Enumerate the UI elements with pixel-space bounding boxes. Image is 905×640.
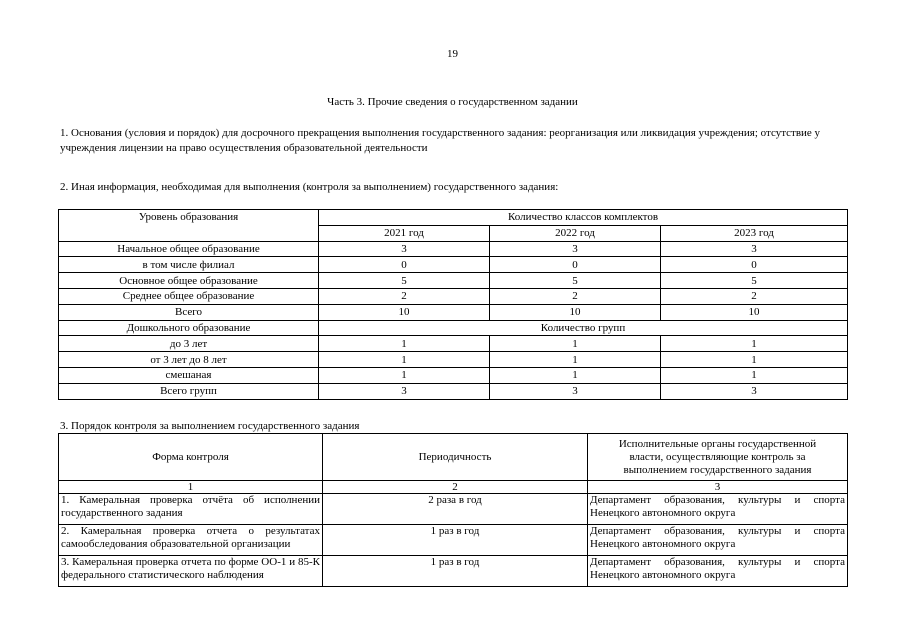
cell-value: 2 (490, 288, 661, 304)
table-row (59, 494, 848, 525)
cell-value: 5 (490, 273, 661, 289)
table-header-row (59, 210, 848, 226)
control-form: 2. Камеральная проверка отчета о результатах самообследования образовательной организации (59, 525, 323, 556)
cell-value: 0 (490, 257, 661, 273)
column-header-authority: Исполнительные органы государственной власти, осуществляющие контроль за выполнением государственного задания (588, 434, 848, 481)
table-row (59, 367, 848, 383)
cell-value: 10 (661, 304, 848, 320)
table-row (59, 273, 848, 289)
year-header: 2023 год (661, 225, 848, 241)
control-period: 1 раз в год (323, 525, 588, 556)
cell-value: 10 (319, 304, 490, 320)
table-row (59, 352, 848, 368)
table-row (59, 257, 848, 273)
year-header: 2021 год (319, 225, 490, 241)
column-header-level: Уровень образования (59, 210, 319, 242)
row-label: от 3 лет до 8 лет (59, 352, 319, 368)
preschool-label: Дошкольного образование (59, 320, 319, 336)
column-header-classes: Количество классов комплектов (319, 210, 848, 226)
control-form: 1. Камеральная проверка отчёта об исполнении государственного задания (59, 494, 323, 525)
cell-value: 1 (490, 352, 661, 368)
cell-value: 10 (490, 304, 661, 320)
control-period: 2 раза в год (323, 494, 588, 525)
part-title: Часть 3. Прочие сведения о государственном задании (327, 96, 578, 108)
cell-value: 1 (319, 336, 490, 352)
cell-value: 3 (661, 383, 848, 399)
cell-value: 3 (319, 241, 490, 257)
cell-value: 0 (661, 257, 848, 273)
section1-paragraph: 1. Основания (условия и порядок) для досрочного прекращения выполнения государственного задания: реорганизация или ликвидация учреждения; отсутствие у учреждения лицензии на право осуществления образовательной деятельности (60, 127, 821, 154)
table-row (59, 288, 848, 304)
table-header-row (59, 434, 848, 481)
cell-value: 3 (661, 241, 848, 257)
row-label: Среднее общее образование (59, 288, 319, 304)
cell-value: 3 (490, 241, 661, 257)
row-label: Начальное общее образование (59, 241, 319, 257)
section3-heading: 3. Порядок контроля за выполнением государственного задания (60, 420, 360, 432)
table-row (59, 556, 848, 587)
control-authority: Департамент образования, культуры и спорта Ненецкого автономного округа (588, 525, 848, 556)
row-label: в том числе филиал (59, 257, 319, 273)
cell-value: 1 (490, 367, 661, 383)
control-form: 3. Камеральная проверка отчета по форме ОО-1 и 85-К федерального статистического наблюдения (59, 556, 323, 587)
education-levels-table (58, 209, 848, 400)
section2-heading: 2. Иная информация, необходимая для выполнения (контроля за выполнением) государственного задания: (60, 181, 559, 193)
row-label: до 3 лет (59, 336, 319, 352)
row-label: Основное общее образование (59, 273, 319, 289)
cell-value: 3 (319, 383, 490, 399)
control-authority: Департамент образования, культуры и спорта Ненецкого автономного округа (588, 494, 848, 525)
cell-value: 5 (661, 273, 848, 289)
cell-value: 1 (319, 352, 490, 368)
row-label: Всего (59, 304, 319, 320)
cell-value: 5 (319, 273, 490, 289)
table-row (59, 304, 848, 320)
groups-header: Количество групп (319, 320, 848, 336)
row-label: Всего групп (59, 383, 319, 399)
column-header-period: Периодичность (323, 434, 588, 481)
column-number: 1 (59, 481, 323, 494)
cell-value: 1 (490, 336, 661, 352)
page-number: 19 (447, 48, 458, 60)
control-period: 1 раз в год (323, 556, 588, 587)
preschool-header-row (59, 320, 848, 336)
cell-value: 0 (319, 257, 490, 273)
cell-value: 1 (661, 367, 848, 383)
cell-value: 1 (319, 367, 490, 383)
cell-value: 3 (490, 383, 661, 399)
cell-value: 2 (319, 288, 490, 304)
table-row (59, 383, 848, 399)
column-number: 2 (323, 481, 588, 494)
column-numbers-row (59, 481, 848, 494)
year-header: 2022 год (490, 225, 661, 241)
control-authority: Департамент образования, культуры и спорта Ненецкого автономного округа (588, 556, 848, 587)
table-row (59, 336, 848, 352)
row-label: смешаная (59, 367, 319, 383)
cell-value: 2 (661, 288, 848, 304)
table-row (59, 525, 848, 556)
column-number: 3 (588, 481, 848, 494)
table-row (59, 241, 848, 257)
cell-value: 1 (661, 336, 848, 352)
cell-value: 1 (661, 352, 848, 368)
column-header-form: Форма контроля (59, 434, 323, 481)
control-procedure-table (58, 433, 848, 587)
